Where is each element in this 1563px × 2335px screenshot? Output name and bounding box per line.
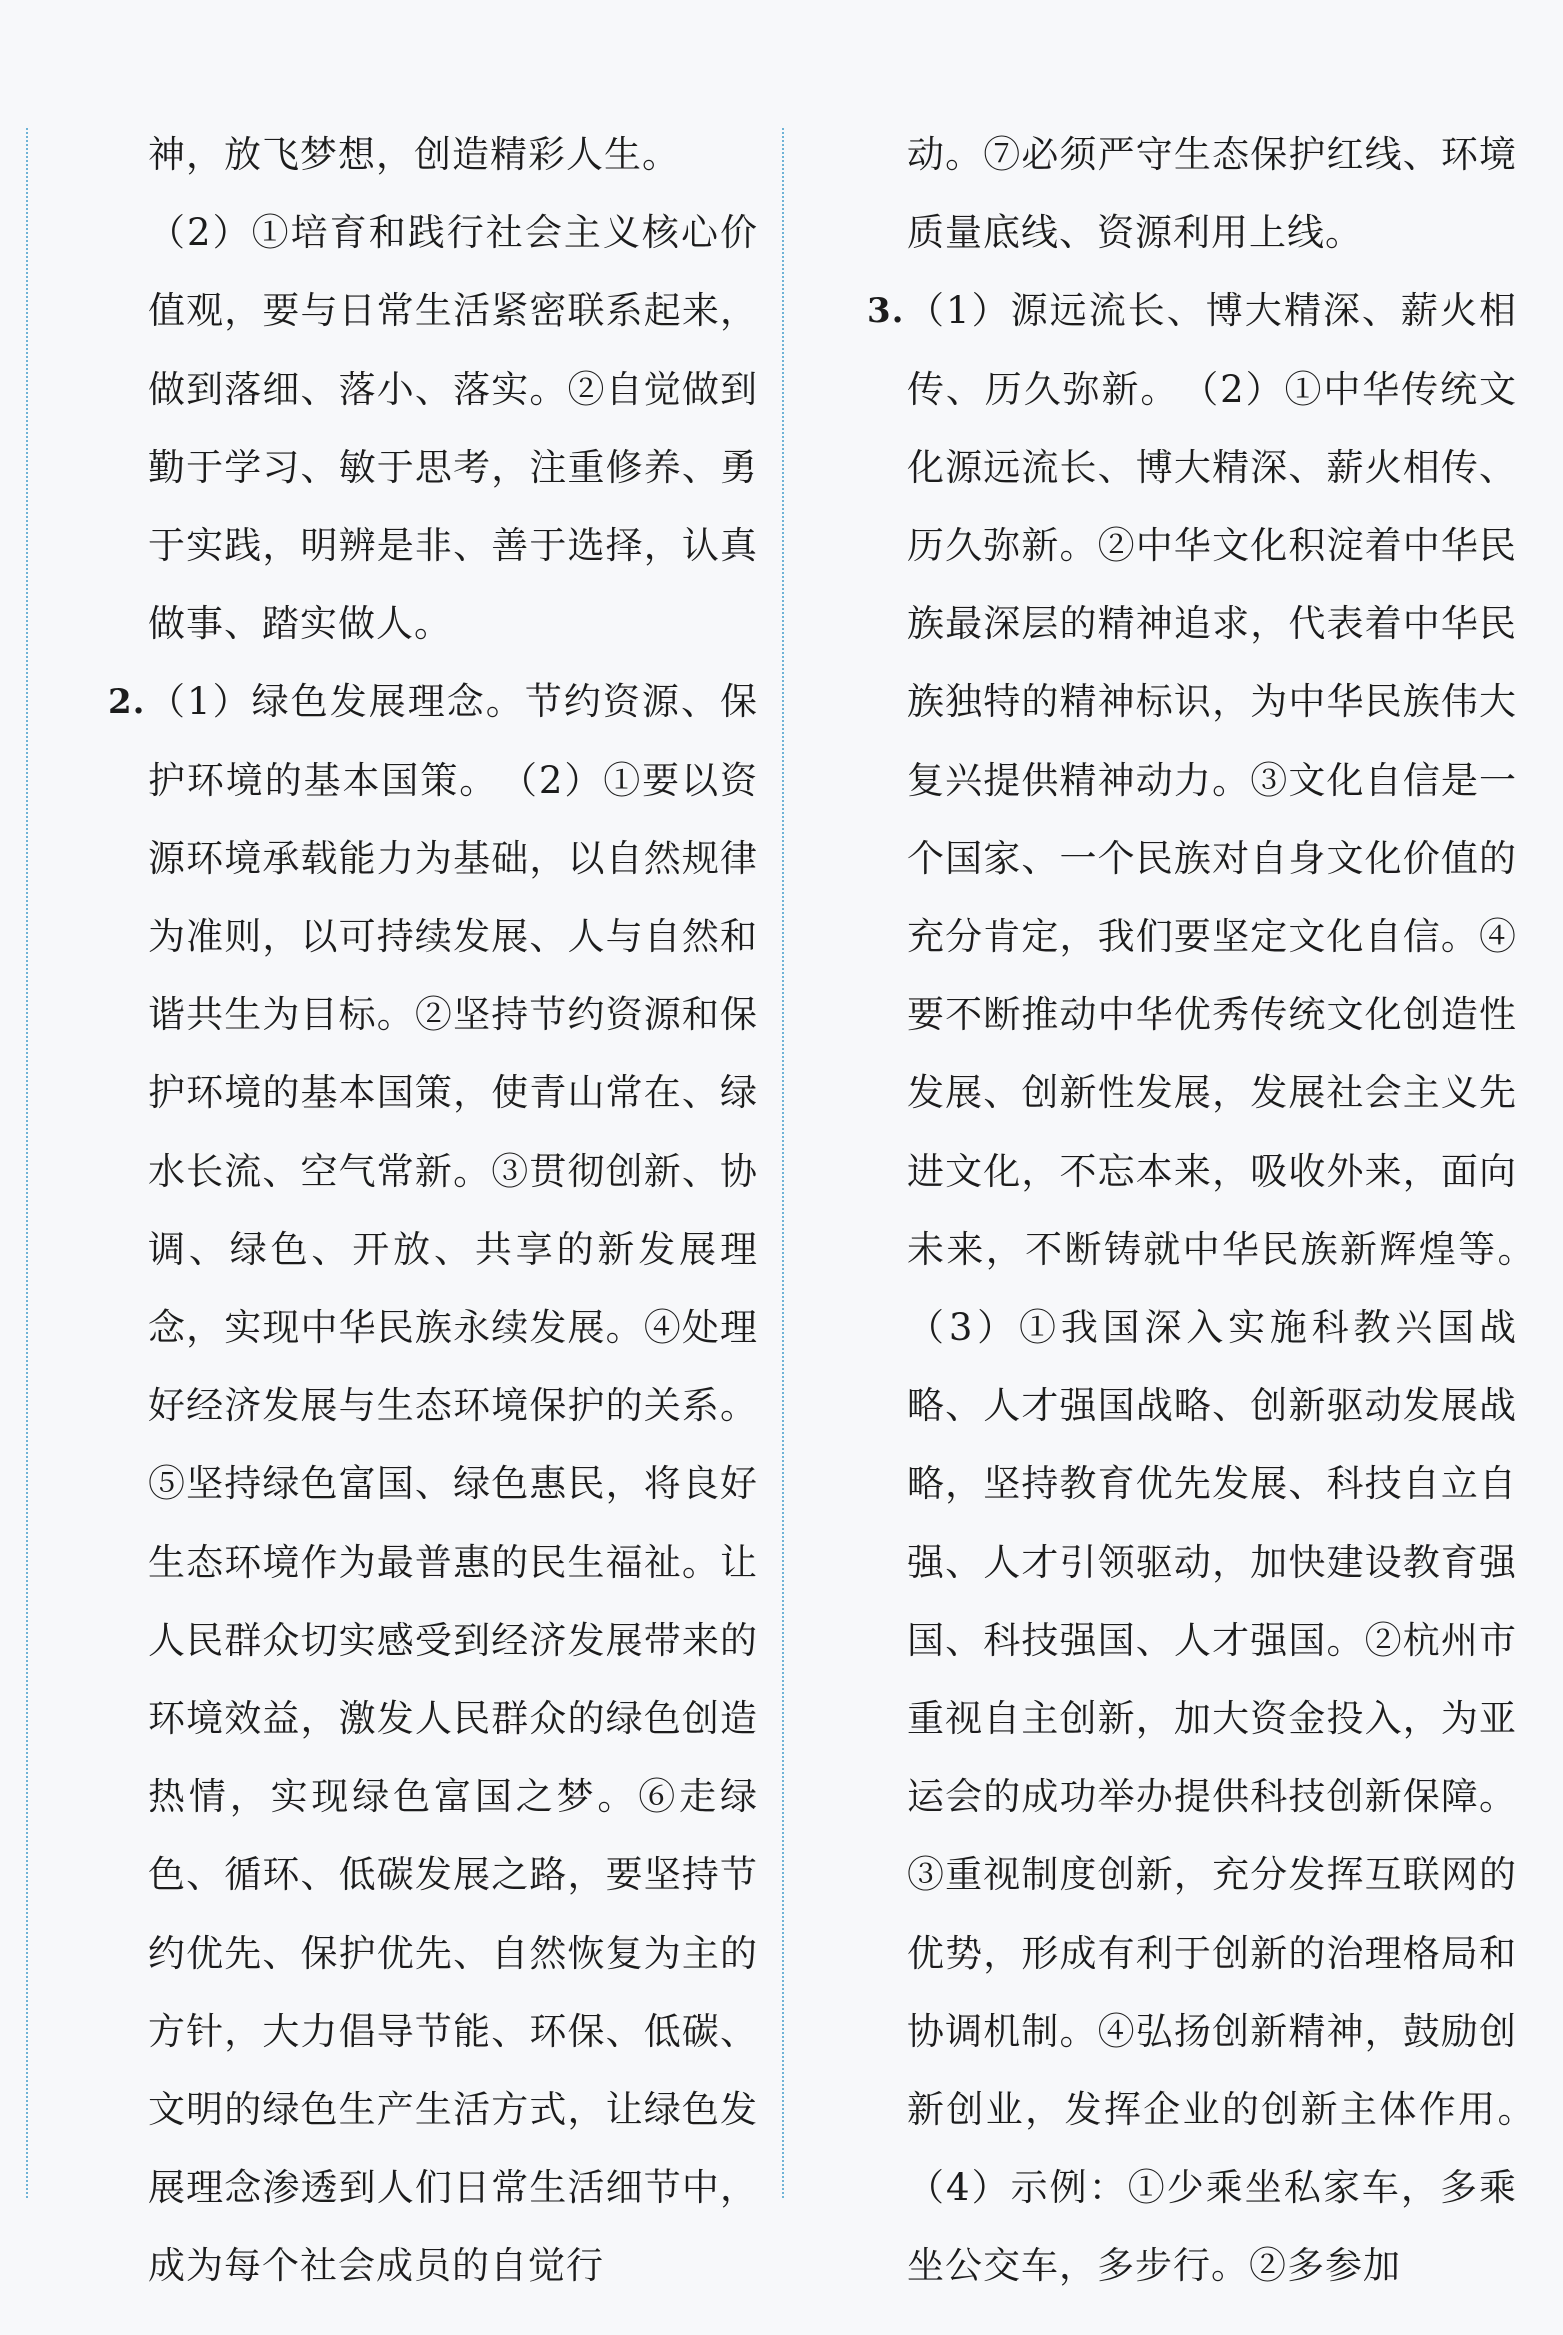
answer-paragraph: （2）①培育和践行社会主义核心价值观，要与日常生活紧密联系起来，做到落细、落小、落实。②自觉做到勤于学习、敏于思考，注重修养、勇于实践，明辨是非、善于选择，认真做事、踏实做人。	[148, 211, 758, 646]
answer-paragraph: （1）绿色发展理念。节约资源、保护环境的基本国策。 （2）①要以资源环境承载能力为基础，以自然规律为准则，以可持续发展、人与自然和谐共生为目标。②坚持节约资源和保护环境的基本国策，使青山常在、绿水长流、空气常新。③贯彻创新、协调、绿色、开放、共享的新发展理念，实现中华民族永续发展。④处理好经济发展与生态环境保护的关系。⑤坚持绿色富国、绿色惠民，将良好生态环境作为最普惠的民生福祉。让人民群众切实感受到经济发展带来的环境效益，激发人民群众的绿色创造热情，实现绿色富国之梦。⑥走绿色、循环、低碳发展之路，要坚持节约优先、保护优先、自然恢复为主的方针，大力倡导节能、环保、低碳、文明的绿色生产生活方式，让绿色发展理念渗透到人们日常生活细节中，成为每个社会成员的自觉行	[148, 680, 758, 2288]
answer-paragraph: 动。⑦必须严守生态保护红线、环境质量底线、资源利用上线。	[907, 133, 1517, 255]
answer-paragraph: 神，放飞梦想，创造精彩人生。	[148, 133, 680, 176]
question-number: 2.	[108, 682, 146, 723]
column-divider-rule	[782, 128, 784, 2198]
right-column	[867, 116, 1555, 2306]
question-3-answer	[867, 272, 1555, 2305]
answer-paragraph: （1）源远流长、博大精深、薪火相传、历久弥新。 （2）①中华传统文化源远流长、博大精深、薪火相传、历久弥新。②中华文化积淀着中华民族最深层的精神追求，代表着中华民族独特的精神标识，为中华民族伟大复兴提供精神动力。③文化自信是一个国家、一个民族对自身文化价值的充分肯定，我们要坚定文化自信。④要不断推动中华优秀传统文化创造性发展、创新性发展，发展社会主义先进文化，不忘本来，吸收外来，面向未来，不断铸就中华民族新辉煌等。 （3）①我国深入实施科教兴国战略、人才强国战略、创新驱动发展战略，坚持教育优先发展、科技自立自强、人才引领驱动，加快建设教育强国、科技强国、人才强国。②杭州市重视自主创新，加大资金投入，为亚运会的成功举办提供科技创新保障。③重视制度创新，充分发挥互联网的优势，形成有利于创新的治理格局和协调机制。④弘扬创新精神，鼓励创新创业，发挥企业的创新主体作用。 （4）示例：①少乘坐私家车，多乘坐公交车，多步行。②多参加	[907, 289, 1555, 2288]
left-column	[108, 116, 758, 2306]
question-number: 3.	[867, 291, 905, 332]
left-margin-rule	[26, 128, 28, 2198]
question-2-answer	[108, 663, 758, 2305]
